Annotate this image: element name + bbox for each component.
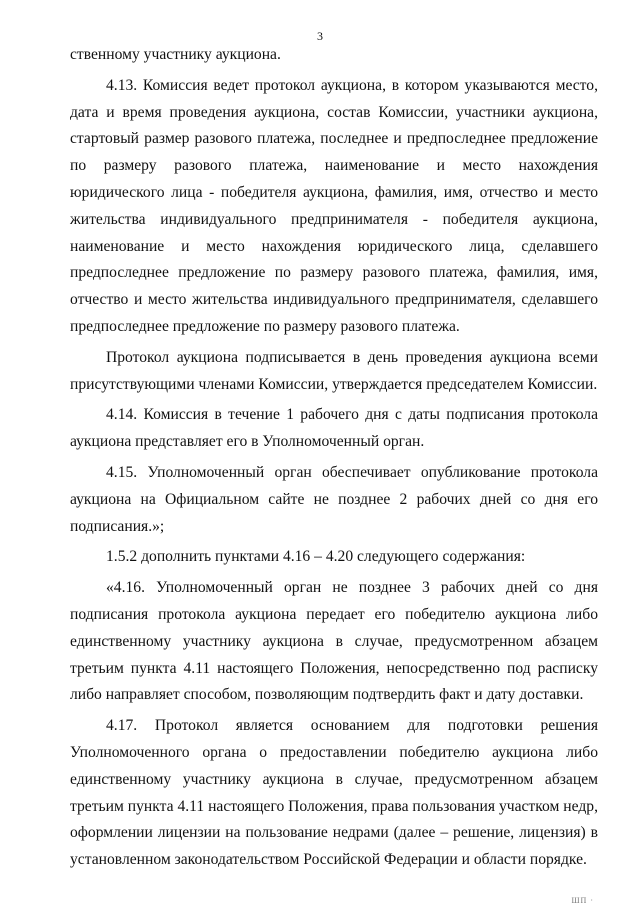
paragraph-4-13: 4.13. Комиссия ведет протокол аукциона, в котором указываются место, дата и время проведения аукциона, состав Комиссии, участники аукциона, стартовый размер разового платежа, последнее и предпоследнее предложение по размеру разового платежа, наименование и место нахождения юридического лица - победителя аукциона, фамилия, имя, отчество и место жительства индивидуального предпринимателя - победителя аукциона, наименование и место нахождения юридического лица, сделавшего предпоследнее предложение по размеру разового платежа, фамилия, имя, отчество и место жительства индивидуального предпринимателя, сделавшего предпоследнее предложение по размеру разового платежа. xyxy=(70,76,598,335)
page-number: 3 xyxy=(317,29,323,43)
paragraph-4-15: 4.15. Уполномоченный орган обеспечивает опубликование протокола аукциона на Официальном сайте не позднее 2 рабочих дней со дня его подписания.»; xyxy=(70,463,598,535)
paragraph-4-17: 4.17. Протокол является основанием для подготовки решения Уполномоченного органа о предоставлении победителю аукциона либо единственному участнику аукциона в случае, предусмотренном абзацем третьим пункта 4.11 настоящего Положения, права пользования участком недр, оформлении лицензии на пользование недрами (далее – решение, лицензия) в установленном законодательством Российской Федерации и области порядке. xyxy=(70,717,598,869)
paragraph-4-14: 4.14. Комиссия в течение 1 рабочего дня с даты подписания протокола аукциона представляет его в Уполномоченный орган. xyxy=(70,406,598,451)
paragraph-continuation: ственному участнику аукциона. xyxy=(70,46,281,63)
document-body xyxy=(70,42,598,874)
paragraph-1-5-2: 1.5.2 дополнить пунктами 4.16 – 4.20 следующего содержания: xyxy=(106,548,526,566)
paragraph-protocol-signing: Протокол аукциона подписывается в день проведения аукциона всеми присутствующими членами Комиссии, утверждается председателем Комиссии. xyxy=(70,348,598,393)
paragraph-4-16: «4.16. Уполномоченный орган не позднее 3 рабочих дней со дня подписания протокола аукциона передает его победителю аукциона либо единственному участнику аукциона в случае, предусмотренном абзацем третьим пункта 4.11 настоящего Положения, непосредственно под расписку либо направляет способом, позволяющим подтвердить факт и дату доставки. xyxy=(70,579,598,704)
corner-mark: ШП · xyxy=(571,896,594,905)
